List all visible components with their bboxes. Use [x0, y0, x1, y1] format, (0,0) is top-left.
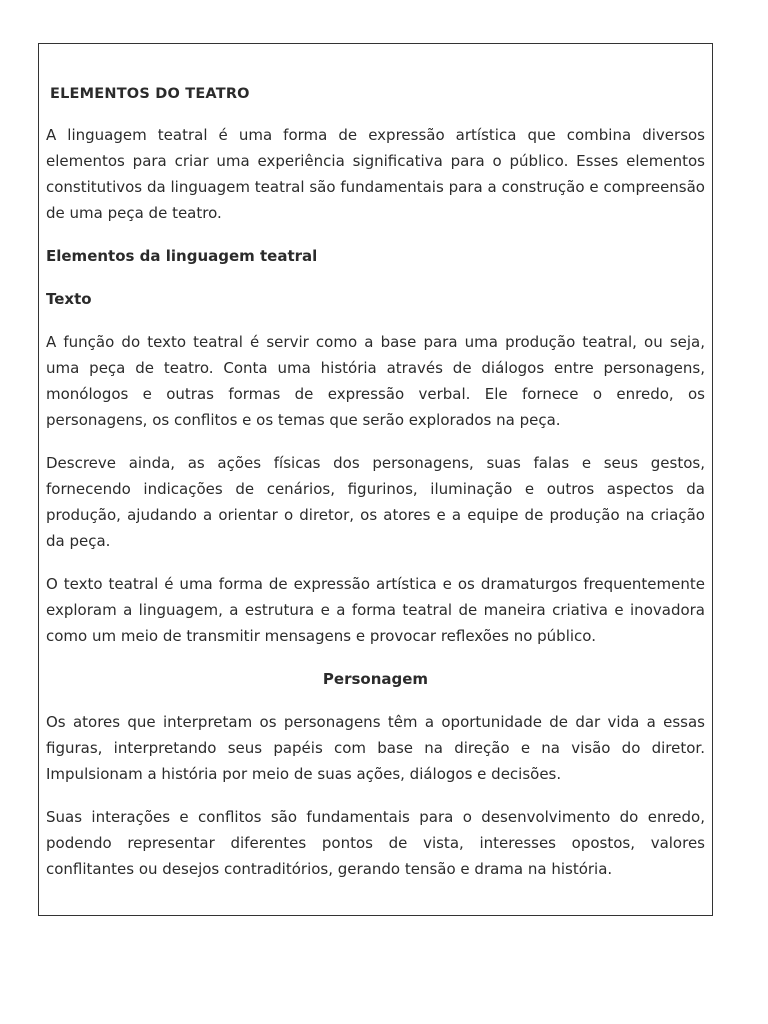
texto-heading: Texto: [46, 290, 92, 308]
personagem-heading: Personagem: [322, 670, 429, 688]
texto-paragraph-3: O texto teatral é uma forma de expressão artística e os dramaturgos frequentemente exploram a linguagem, a estrutura e a forma teatral de maneira criativa e inovadora como um meio de transmitir mensagens e provocar reflexões no público.: [46, 575, 705, 645]
document-title: ELEMENTOS DO TEATRO: [50, 86, 250, 102]
personagem-paragraph-1: Os atores que interpretam os personagens têm a oportunidade de dar vida a essas figuras, interpretando seus papéis com base na direção e na visão do diretor. Impulsionam a história por meio de suas ações, diálogos e decisões.: [46, 713, 705, 783]
personagem-paragraph-2: Suas interações e conflitos são fundamentais para o desenvolvimento do enredo, podendo representar diferentes pontos de vista, interesses opostos, valores conflitantes ou desejos contraditórios, gerando tensão e drama na história.: [46, 808, 705, 878]
texto-paragraph-1: A função do texto teatral é servir como a base para uma produção teatral, ou seja, uma peça de teatro. Conta uma história através de diálogos entre personagens, monólogos e outras formas de expressão verbal. Ele fornece o enredo, os personagens, os conflitos e os temas que serão explorados na peça.: [46, 333, 705, 429]
section-heading: Elementos da linguagem teatral: [46, 247, 318, 265]
texto-paragraph-2: Descreve ainda, as ações físicas dos personagens, suas falas e seus gestos, fornecendo indicações de cenários, figurinos, iluminação e outros aspectos da produção, ajudando a orientar o diretor, os atores e a equipe de produção na criação da peça.: [46, 454, 705, 550]
intro-paragraph: A linguagem teatral é uma forma de expressão artística que combina diversos elementos para criar uma experiência significativa para o público. Esses elementos constitutivos da linguagem teatral são fundamentais para a construção e compreensão de uma peça de teatro.: [46, 126, 705, 222]
document-frame: [38, 43, 713, 916]
